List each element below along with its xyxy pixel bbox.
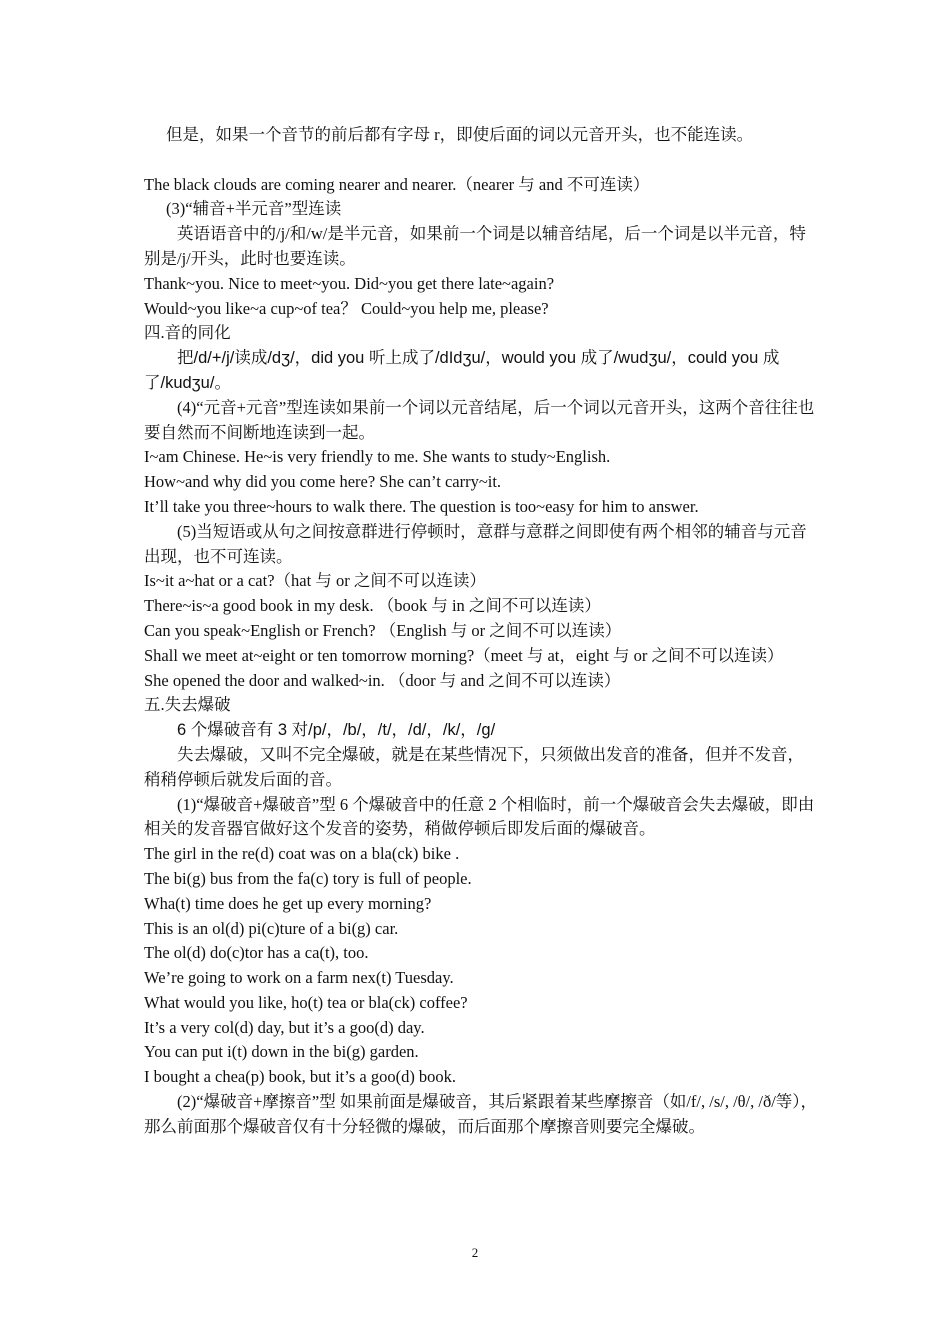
example-sentence: Can you speak~English or French? （English 与 or 之间不可以连读） xyxy=(144,620,622,640)
section-heading: 五.失去爆破 xyxy=(144,695,231,715)
paragraph: 6 个爆破音有 3 对/p/，/b/，/t/，/d/，/k/，/g/ xyxy=(177,721,496,740)
example-sentence: It’s a very col(d) day, but it’s a goo(d) day. xyxy=(144,1017,425,1037)
paragraph: (2)“爆破音+摩擦音”型 如果前面是爆破音，其后紧跟着某些摩擦音（如/f/, /s/, /θ/, /ð/等），那么前面那个爆破音仅有十分轻微的爆破，而后面那个摩擦音则要完全爆破。 xyxy=(144,1092,818,1136)
example-sentence: She opened the door and walked~in. （door 与 and 之间不可以连读） xyxy=(144,670,621,690)
example-sentence: Wha(t) time does he get up every morning? xyxy=(144,893,432,913)
example-sentence: It’ll take you three~hours to walk there. The question is too~easy for him to answer. xyxy=(144,496,699,516)
example-sentence: This is an ol(d) pi(c)ture of a bi(g) car. xyxy=(144,918,399,938)
section-heading: (3)“辅音+半元音”型连读 xyxy=(166,199,342,219)
example-sentence: There~is~a good book in my desk. （book 与 in 之间不可以连读） xyxy=(144,596,601,616)
paragraph: 英语语音中的/j/和/w/是半元音，如果前一个词是以辅音结尾，后一个词是以半元音，特别是/j/开头，此时也要连读。 xyxy=(144,224,806,268)
example-sentence: I bought a chea(p) book, but it’s a goo(d) book. xyxy=(144,1067,457,1087)
example-sentence: What would you like, ho(t) tea or bla(ck) coffee? xyxy=(144,992,468,1012)
example-sentence: We’re going to work on a farm nex(t) Tuesday. xyxy=(144,968,454,988)
example-sentence: The girl in the re(d) coat was on a bla(ck) bike . xyxy=(144,844,460,864)
example-sentence: Shall we meet at~eight or ten tomorrow morning?（meet 与 at，eight 与 or 之间不可以连读） xyxy=(144,645,784,665)
example-sentence: Would~you like~a cup~of tea？ Could~you help me, please? xyxy=(144,298,549,318)
example-sentence: The ol(d) do(c)tor has a ca(t), too. xyxy=(144,943,369,963)
example-sentence: You can put i(t) down in the bi(g) garden. xyxy=(144,1042,419,1062)
paragraph: 但是，如果一个音节的前后都有字母 r，即使后面的词以元音开头，也不能连读。 xyxy=(166,125,754,144)
paragraph: 失去爆破，又叫不完全爆破，就是在某些情况下，只须做出发音的准备，但并不发音，稍稍停顿后就发后面的音。 xyxy=(144,744,804,789)
example-sentence: How~and why did you come here? She can’t carry~it. xyxy=(144,472,502,492)
example-sentence: I~am Chinese. He~is very friendly to me. She wants to study~English. xyxy=(144,447,611,467)
example-sentence: Is~it a~hat or a cat?（hat 与 or 之间不可以连读） xyxy=(144,571,486,591)
document-body xyxy=(144,123,820,1140)
section-heading: 四.音的同化 xyxy=(144,323,231,343)
paragraph: (4)“元音+元音”型连读如果前一个词以元音结尾，后一个词以元音开头，这两个音往往也要自然而不间断地连读到一起。 xyxy=(144,397,815,442)
example-sentence: The black clouds are coming nearer and nearer.（nearer 与 and 不可连读） xyxy=(144,174,650,194)
example-sentence: The bi(g) bus from the fa(c) tory is full of people. xyxy=(144,868,472,888)
paragraph: 把/d/+/j/读成/dʒ/，did you 听上成了/dIdʒu/，would you 成了/wudʒu/，could you 成了/kudʒu/。 xyxy=(144,349,780,392)
example-sentence: Thank~you. Nice to meet~you. Did~you get there late~again? xyxy=(144,273,555,293)
paragraph: (1)“爆破音+爆破音”型 6 个爆破音中的任意 2 个相临时，前一个爆破音会失去爆破，即由相关的发音器官做好这个发音的姿势，稍做停顿后即发后面的爆破音。 xyxy=(144,794,815,839)
paragraph: (5)当短语或从句之间按意群进行停顿时，意群与意群之间即使有两个相邻的辅音与元音出现，也不可连读。 xyxy=(144,521,807,566)
page-number: 2 xyxy=(471,1245,479,1260)
